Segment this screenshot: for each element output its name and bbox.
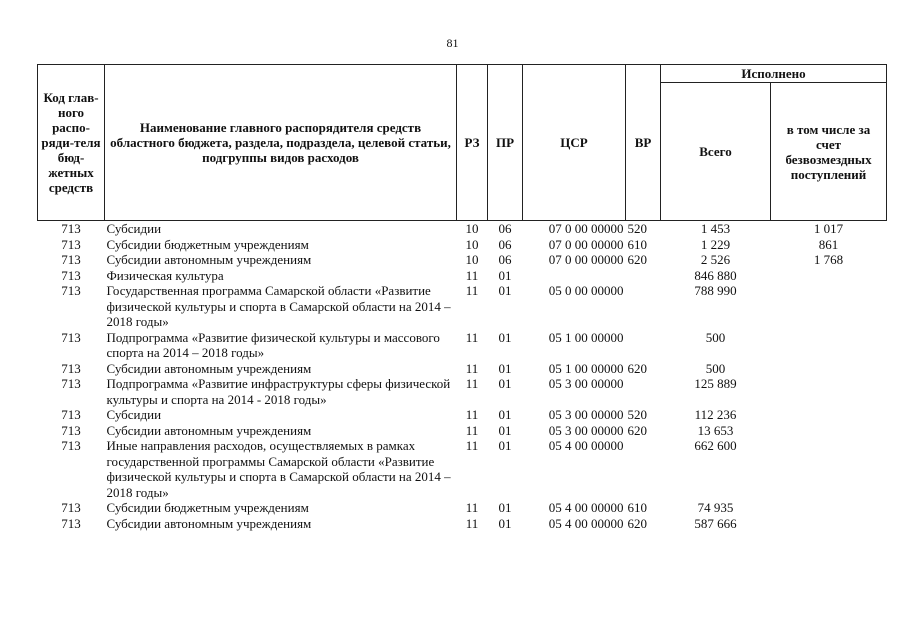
cell-rz: 11 bbox=[465, 438, 479, 453]
cell-total: 2 526 bbox=[700, 252, 731, 267]
table-row bbox=[38, 330, 887, 361]
cell-vr: 620 bbox=[627, 360, 647, 376]
cell-kod: 713 bbox=[61, 236, 81, 252]
header-kod: Код глав-ного распо-ряди-теля бюд-жетных средств bbox=[38, 65, 105, 221]
cell-free bbox=[771, 283, 887, 330]
cell-csr: 05 4 00 00000 bbox=[548, 500, 624, 515]
cell-name: Субсидии автономным учреждениям bbox=[106, 252, 312, 267]
cell-total: 846 880 bbox=[694, 267, 737, 283]
cell-rz: 11 bbox=[465, 515, 479, 531]
cell-name: Субсидии автономным учреждениям bbox=[106, 422, 312, 438]
cell-kod: 713 bbox=[61, 500, 81, 515]
cell-kod: 713 bbox=[61, 515, 81, 531]
cell-kod: 713 bbox=[61, 329, 81, 345]
table-header bbox=[38, 65, 887, 221]
cell-kod: 713 bbox=[61, 252, 81, 267]
table-row bbox=[38, 221, 887, 237]
cell-vr bbox=[626, 376, 661, 407]
header-executed: Исполнено bbox=[661, 65, 887, 83]
cell-pr: 01 bbox=[498, 407, 512, 422]
header-pr: ПР bbox=[488, 65, 523, 221]
cell-csr: 05 3 00 00000 bbox=[548, 407, 624, 422]
cell-kod: 713 bbox=[61, 422, 81, 438]
cell-name: Субсидии bbox=[106, 221, 162, 236]
cell-free bbox=[771, 438, 887, 500]
cell-rz: 11 bbox=[465, 360, 479, 376]
table-body bbox=[38, 221, 887, 532]
table-row bbox=[38, 237, 887, 253]
table-row bbox=[38, 438, 887, 500]
cell-vr bbox=[626, 330, 661, 361]
cell-free bbox=[771, 516, 887, 532]
cell-total: 13 653 bbox=[697, 422, 734, 438]
table-row bbox=[38, 423, 887, 439]
cell-total: 500 bbox=[705, 360, 726, 376]
cell-vr bbox=[626, 438, 661, 500]
cell-kod: 713 bbox=[61, 221, 81, 236]
table-row bbox=[38, 283, 887, 330]
cell-csr: 05 3 00 00000 bbox=[548, 422, 624, 438]
cell-vr: 620 bbox=[627, 515, 647, 531]
cell-csr: 07 0 00 00000 bbox=[548, 236, 624, 252]
cell-csr: 05 1 00 00000 bbox=[548, 360, 624, 376]
cell-vr: 610 bbox=[627, 500, 647, 515]
cell-rz: 11 bbox=[465, 329, 479, 345]
header-csr: ЦСР bbox=[523, 65, 626, 221]
cell-kod: 713 bbox=[61, 283, 81, 298]
header-rz: РЗ bbox=[457, 65, 488, 221]
cell-rz: 11 bbox=[465, 283, 479, 298]
cell-pr: 06 bbox=[498, 252, 512, 267]
cell-pr: 01 bbox=[498, 329, 512, 345]
budget-table bbox=[37, 64, 887, 531]
table-row bbox=[38, 376, 887, 407]
cell-vr bbox=[626, 268, 661, 284]
cell-csr: 05 1 00 00000 bbox=[548, 329, 624, 345]
table-row bbox=[38, 361, 887, 377]
cell-name: Подпрограмма «Развитие инфраструктуры сферы физической культуры и спорта на 2014 - 2018 годы» bbox=[106, 376, 451, 407]
cell-pr: 06 bbox=[498, 236, 512, 252]
cell-free bbox=[771, 407, 887, 423]
header-name: Наименование главного распорядителя средств областного бюджета, раздела, подраздела, целевой статьи, подгруппы видов расходов bbox=[105, 65, 457, 221]
cell-free: 1 017 bbox=[813, 221, 844, 236]
cell-rz: 11 bbox=[465, 500, 479, 515]
cell-name: Государственная программа Самарской области «Развитие физической культуры и спорта в Самарской области на 2014 – 2018 годы» bbox=[106, 283, 451, 329]
cell-vr: 620 bbox=[627, 422, 647, 438]
cell-total: 500 bbox=[705, 329, 726, 345]
cell-vr: 610 bbox=[627, 236, 647, 252]
cell-pr: 01 bbox=[498, 283, 512, 298]
cell-csr: 07 0 00 00000 bbox=[548, 252, 624, 267]
cell-rz: 11 bbox=[465, 267, 479, 283]
cell-kod: 713 bbox=[61, 438, 81, 453]
cell-total: 125 889 bbox=[694, 376, 737, 391]
cell-total: 74 935 bbox=[697, 500, 734, 515]
cell-csr bbox=[523, 268, 626, 284]
cell-pr: 01 bbox=[498, 438, 512, 453]
cell-kod: 713 bbox=[61, 407, 81, 422]
header-total: Всего bbox=[661, 83, 771, 221]
cell-free bbox=[771, 500, 887, 516]
cell-vr: 620 bbox=[627, 252, 647, 267]
header-free: в том числе за счет безвозмездных поступлений bbox=[771, 83, 887, 221]
cell-csr: 05 4 00 00000 bbox=[548, 515, 624, 531]
cell-rz: 10 bbox=[465, 252, 479, 267]
cell-name: Иные направления расходов, осуществляемых в рамках государственной программы Самарской области «Развитие физической культуры и спорта в Самарской области на 2014 – 2018 годы» bbox=[106, 438, 451, 500]
cell-total: 1 229 bbox=[700, 236, 731, 252]
cell-free: 861 bbox=[818, 236, 839, 252]
cell-name: Субсидии автономным учреждениям bbox=[106, 360, 312, 376]
cell-total: 1 453 bbox=[700, 221, 731, 236]
cell-free bbox=[771, 423, 887, 439]
cell-kod: 713 bbox=[61, 360, 81, 376]
table-row bbox=[38, 268, 887, 284]
cell-pr: 01 bbox=[498, 360, 512, 376]
cell-free bbox=[771, 376, 887, 407]
cell-vr: 520 bbox=[627, 221, 647, 236]
cell-csr: 05 0 00 00000 bbox=[548, 283, 624, 298]
cell-total: 587 666 bbox=[694, 515, 737, 531]
cell-rz: 10 bbox=[465, 221, 479, 236]
cell-total: 112 236 bbox=[694, 407, 737, 422]
cell-csr: 05 4 00 00000 bbox=[548, 438, 624, 453]
cell-pr: 01 bbox=[498, 500, 512, 515]
cell-name: Субсидии бюджетным учреждениям bbox=[106, 500, 309, 515]
cell-name: Подпрограмма «Развитие физической культуры и массового спорта на 2014 – 2018 годы» bbox=[106, 329, 440, 360]
cell-pr: 01 bbox=[498, 376, 512, 391]
cell-free bbox=[771, 330, 887, 361]
cell-name: Физическая культура bbox=[106, 267, 224, 283]
cell-name: Субсидии bbox=[106, 407, 162, 422]
cell-rz: 10 bbox=[465, 236, 479, 252]
table-row bbox=[38, 500, 887, 516]
table-row bbox=[38, 407, 887, 423]
cell-pr: 01 bbox=[498, 515, 512, 531]
table-row bbox=[38, 252, 887, 268]
cell-csr: 05 3 00 00000 bbox=[548, 376, 624, 391]
table-row bbox=[38, 516, 887, 532]
cell-csr: 07 0 00 00000 bbox=[548, 221, 624, 236]
cell-pr: 06 bbox=[498, 221, 512, 236]
page-number: 81 bbox=[446, 36, 459, 50]
cell-name: Субсидии бюджетным учреждениям bbox=[106, 236, 309, 252]
cell-total: 788 990 bbox=[694, 283, 737, 298]
cell-rz: 11 bbox=[465, 376, 479, 391]
cell-name: Субсидии автономным учреждениям bbox=[106, 515, 312, 531]
cell-kod: 713 bbox=[61, 267, 81, 283]
cell-rz: 11 bbox=[465, 407, 479, 422]
cell-pr: 01 bbox=[498, 422, 512, 438]
cell-free bbox=[771, 361, 887, 377]
cell-free bbox=[771, 268, 887, 284]
header-vr: ВР bbox=[626, 65, 661, 221]
cell-vr bbox=[626, 283, 661, 330]
cell-vr: 520 bbox=[627, 407, 647, 422]
cell-free: 1 768 bbox=[813, 252, 844, 267]
cell-total: 662 600 bbox=[694, 438, 737, 453]
cell-rz: 11 bbox=[465, 422, 479, 438]
cell-kod: 713 bbox=[61, 376, 81, 391]
cell-pr: 01 bbox=[498, 267, 512, 283]
